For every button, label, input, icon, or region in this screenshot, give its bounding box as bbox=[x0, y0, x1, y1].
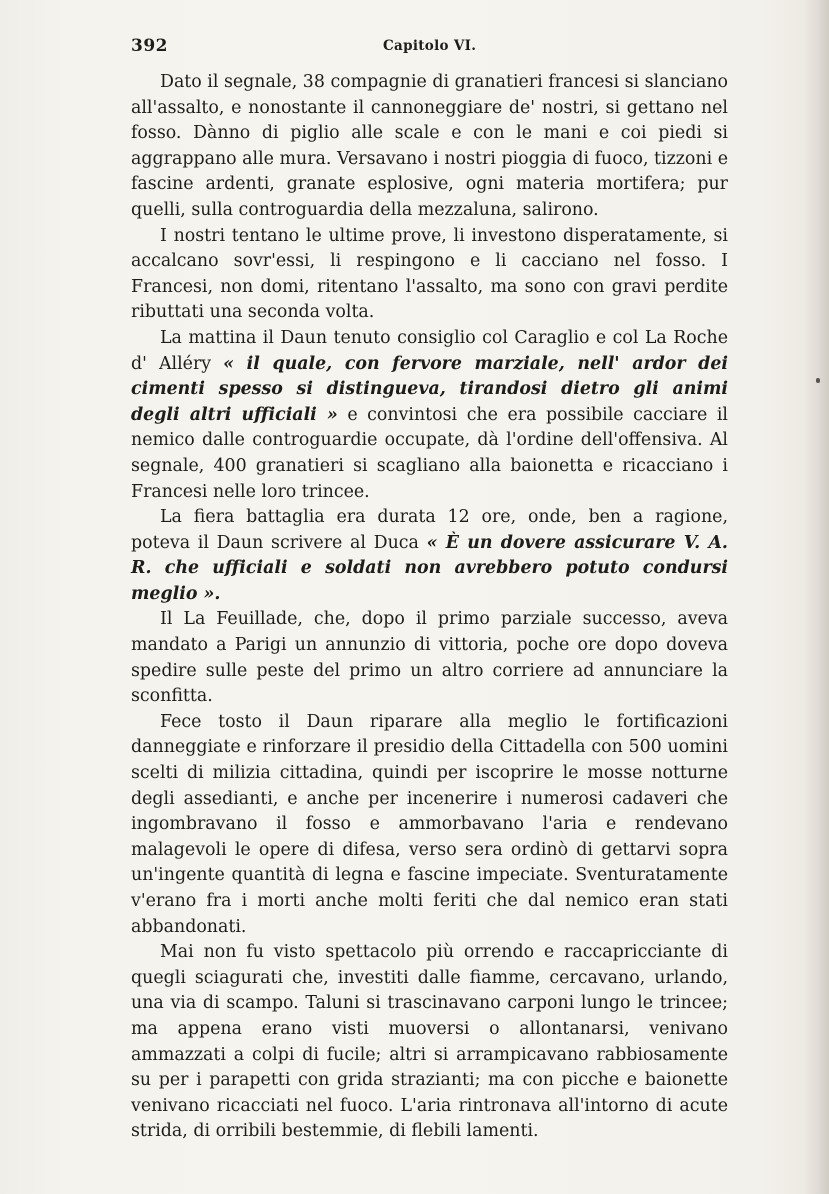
text-run: Fece tosto il Daun riparare alla meglio le fortificazioni danneggiate e rinforzare il presidio della Cittadella con 500 uomini scelti di milizia cittadina, quindi per iscoprire le mosse notturne degli assedianti, e anche per incenerire i numerosi cadaveri che ingombravano il fosso e ammorbavano l'aria e rendevano malagevoli le opere di difesa, verso sera ordinò di gettarvi sopra un'ingente quantità di legna e fascine impeciate. Sventuratamente v'erano fra i morti anche molti feriti che dal nemico eran stati abbandonati. bbox=[131, 711, 728, 937]
paragraph bbox=[131, 505, 728, 607]
margin-speck bbox=[816, 378, 820, 383]
paragraph bbox=[131, 326, 728, 505]
page-number: 392 bbox=[131, 36, 168, 56]
text-run: La mattina il Daun tenuto consiglio col Caraglio e col La Roche d' Alléry bbox=[131, 327, 728, 374]
text-run: Il La Feuillade, che, dopo il primo parziale successo, aveva mandato a Parigi un annunzio di vittoria, poche ore dopo doveva spedire sulle peste del primo un altro corriere ad annunciare la sconfitta. bbox=[131, 609, 728, 707]
paragraph bbox=[131, 70, 728, 224]
text-run: I nostri tentano le ultime prove, li investono disperatamente, si accalcano sovr'essi, li respingono e li cacciano nel fosso. I Francesi, non domi, ritentano l'assalto, ma sono con gravi perdite ributtati una seconda volta. bbox=[131, 225, 728, 323]
page-edge-shadow bbox=[803, 0, 829, 1194]
paragraph bbox=[131, 224, 728, 326]
quotation: « È un dovere assicurare V. A. R. che ufficiali e soldati non avrebbero potuto condursi meglio ». bbox=[131, 532, 728, 604]
text-run: Dato il segnale, 38 compagnie di granatieri francesi si slanciano all'assalto, e nonostante il cannoneggiare de' nostri, si gettano nel fosso. Dànno di piglio alle scale e con le mani e coi piedi si aggrappano alle mura. Versavano i nostri pioggia di fuoco, tizzoni e fascine ardenti, granate esplosive, ogni materia mortifera; pur quelli, sulla controguardia della mezzaluna, salirono. bbox=[131, 72, 728, 220]
text-run: e convintosi che era possibile cacciare il nemico dalle controguardie occupate, dà l'ordine dell'offensiva. Al segnale, 400 granatieri si scagliano alla baionetta e ricacciano i Francesi nelle loro trincee. bbox=[131, 404, 728, 502]
paragraph bbox=[131, 940, 728, 1145]
body-text bbox=[131, 70, 728, 1145]
paragraph bbox=[131, 710, 728, 940]
page-header bbox=[131, 36, 731, 60]
running-head: Capitolo VI. bbox=[383, 38, 477, 54]
paragraph bbox=[131, 607, 728, 709]
text-run: La fiera battaglia era durata 12 ore, onde, ben a ragione, poteva il Daun scrivere al Duca bbox=[131, 507, 728, 553]
text-run: Mai non fu visto spettacolo più orrendo e raccapricciante di quegli sciagurati che, investiti dalle fiamme, cercavano, urlando, una via di scampo. Taluni si trascinavano carponi lungo le trincee; ma appena erano visti muoversi o allontanarsi, venivano ammazzati a colpi di fucile; altri si arrampicavano rabbiosamente su per i parapetti con grida strazianti; ma con picche e baionette venivano ricacciati nel fuoco. L'aria rintronava all'intorno di acute strida, di orribili bestemmie, di flebili lamenti. bbox=[131, 942, 728, 1142]
quotation: « il quale, con fervore marziale, nell' ardor dei cimenti spesso si distingueva, tirandosi dietro gli animi degli altri ufficiali » bbox=[131, 353, 728, 425]
